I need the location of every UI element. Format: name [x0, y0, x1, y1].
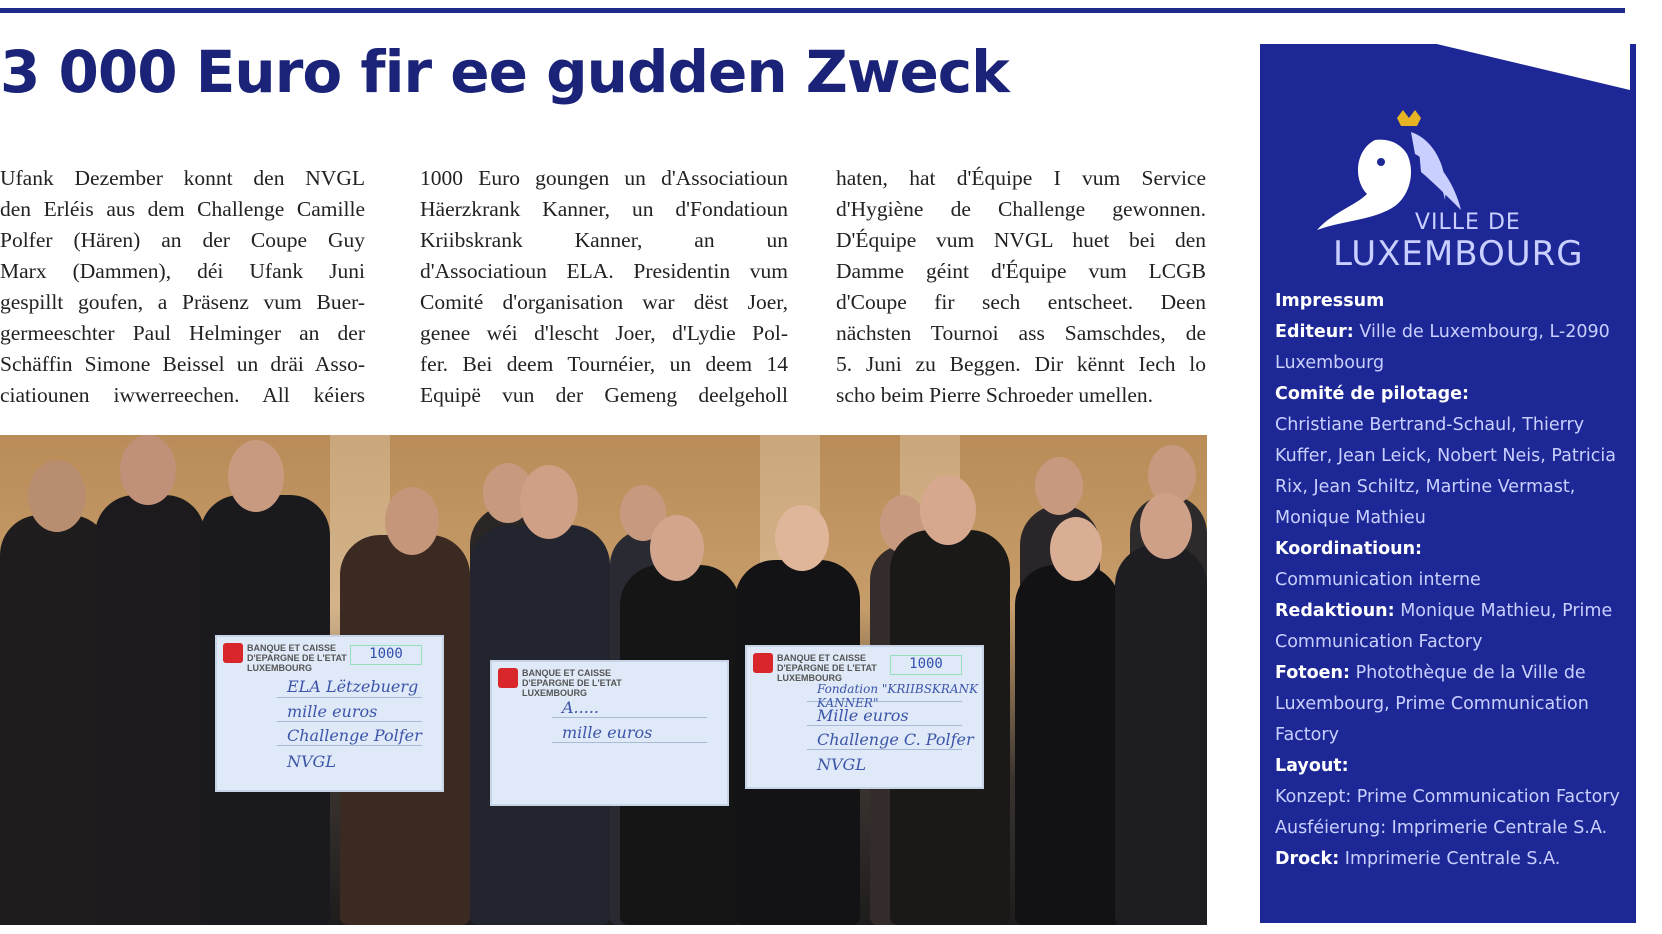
cheque-payee: Fondation "KRIIBSKRANK KANNER"	[817, 682, 979, 710]
cheque-line	[552, 742, 707, 743]
cheque	[490, 660, 729, 806]
ausfeierung-value: Ausféierung: Imprimerie Centrale S.A.	[1275, 818, 1608, 838]
editeur-value: Ville de Luxembourg, L-2090 Luxembourg	[1275, 322, 1610, 373]
cheque-line	[552, 717, 707, 718]
logo-luxembourg: LUXEMBOURG	[1333, 234, 1584, 274]
text-line: Häerzkrank Kanner, un d'Fondatioun	[420, 197, 788, 221]
text-line: ciatiounen iwwerreechen. All kéiers	[0, 383, 365, 407]
redaktioun-value: Monique Mathieu, Prime Communication Factory	[1275, 601, 1613, 652]
cheque-payee: A.....	[562, 698, 599, 717]
cheque-signature: NVGL	[817, 755, 866, 774]
person-head	[228, 440, 284, 512]
person-head	[385, 487, 439, 555]
text-line: 5. Juni zu Beggen. Dir kënnt Iech lo	[836, 352, 1206, 376]
person	[1115, 545, 1207, 925]
fotoen-value: Photothèque de la Ville de Luxembourg, Prime Communication Factory	[1275, 663, 1589, 745]
text-line: d'Coupe fir sech entscheet. Deen	[836, 290, 1206, 314]
cheque-amount: 1000	[890, 655, 962, 675]
person-head	[650, 515, 704, 581]
text-line: Kriibskrank Kanner, an un	[420, 228, 788, 252]
editeur-label: Editeur:	[1275, 322, 1354, 342]
person	[0, 515, 110, 925]
text-line: genee wéi d'lescht Joer, d'Lydie Pol-	[420, 321, 788, 345]
cheque-words: mille euros	[562, 723, 653, 742]
text-line: Ufank Dezember konnt den NVGL	[0, 166, 365, 190]
impressum-title: Impressum	[1275, 291, 1385, 311]
redaktioun-label: Redaktioun:	[1275, 601, 1395, 621]
impressum-block	[1275, 286, 1630, 875]
text-line: scho beim Pierre Schroeder umellen.	[836, 383, 1154, 407]
bank-name: BANQUE ET CAISSE D'EPARGNE DE L'ETAT LUXEMBOURG	[247, 643, 347, 673]
layout-label: Layout:	[1275, 756, 1349, 776]
text-line: den Erléis aus dem Challenge Camille	[0, 197, 365, 221]
person-head	[1050, 517, 1102, 581]
cheque-line	[807, 749, 962, 750]
bank-name: BANQUE ET CAISSE D'EPARGNE DE L'ETAT LUXEMBOURG	[777, 653, 877, 683]
cheque-reason: Challenge Polfer	[287, 726, 422, 745]
bank-logo-icon	[498, 668, 518, 688]
text-line: Damme géint d'Équipe vum LCGB	[836, 259, 1206, 283]
konzept-value: Konzept: Prime Communication Factory	[1275, 787, 1620, 807]
article-column-1	[0, 163, 365, 411]
person-head	[28, 460, 86, 532]
text-line: fer. Bei deem Tournéier, un deem 14	[420, 352, 788, 376]
cheque-words: Mille euros	[817, 706, 909, 725]
text-line: germeeschter Paul Helminger an der	[0, 321, 365, 345]
cheque-signature: NVGL	[287, 752, 336, 771]
text-line: Marx (Dammen), déi Ufank Juni	[0, 259, 365, 283]
text-line: Polfer (Hären) an der Coupe Guy	[0, 228, 365, 252]
bank-logo-icon	[223, 643, 243, 663]
cheque-words: mille euros	[287, 702, 378, 721]
cheque-payee: ELA Lëtzebuerg	[287, 677, 419, 696]
cheque-amount: 1000	[350, 645, 422, 665]
text-line: d'Hygiène de Challenge gewonnen.	[836, 197, 1206, 221]
drock-label: Drock:	[1275, 849, 1340, 869]
group-photo	[0, 435, 1207, 925]
sidebar-notch	[1420, 40, 1630, 90]
text-line: Comité d'organisation war dëst Joer,	[420, 290, 788, 314]
page-edge	[1636, 0, 1662, 934]
text-line: Equipë vun der Gemeng deelgeholl	[420, 383, 788, 407]
person-head	[1035, 457, 1083, 515]
text-line: d'Associatioun ELA. Presidentin vum	[420, 259, 788, 283]
fotoen-label: Fotoen:	[1275, 663, 1350, 683]
koordinatioun-value: Communication interne	[1275, 570, 1481, 590]
koordinatioun-label: Koordinatioun:	[1275, 539, 1423, 559]
cheque-line	[277, 721, 422, 722]
cheque	[745, 645, 984, 789]
top-rule	[0, 8, 1625, 13]
text-line: D'Équipe vum NVGL huet bei den	[836, 228, 1206, 252]
person	[95, 495, 205, 925]
article-column-3	[836, 163, 1206, 411]
logo-ville-de: VILLE DE	[1415, 210, 1521, 235]
cheque-line	[807, 725, 962, 726]
headline: 3 000 Euro fir ee gudden Zweck	[0, 38, 1009, 106]
comite-value: Christiane Bertrand-Schaul, Thierry Kuffer, Jean Leick, Nobert Neis, Patricia Rix, Jean Schiltz, Martine Vermast, Monique Mathieu	[1275, 415, 1616, 528]
text-line: gespillt goufen, a Präsenz vum Buer-	[0, 290, 365, 314]
bank-name: BANQUE ET CAISSE D'EPARGNE DE L'ETAT LUXEMBOURG	[522, 668, 622, 698]
comite-label: Comité de pilotage:	[1275, 384, 1470, 404]
person-head	[920, 475, 976, 545]
bank-logo-icon	[753, 653, 773, 673]
person-head	[775, 505, 829, 571]
text-line: haten, hat d'Équipe I vum Service	[836, 166, 1206, 190]
cheque-line	[277, 697, 422, 698]
text-line: nächsten Tournoi ass Samschdes, de	[836, 321, 1206, 345]
person	[1015, 565, 1120, 925]
person-head	[1140, 493, 1192, 559]
cheque-line	[277, 745, 422, 746]
cheque	[215, 635, 444, 792]
article-column-2	[420, 163, 788, 411]
person-head	[120, 435, 176, 505]
cheque-reason: Challenge C. Polfer	[817, 730, 974, 749]
text-line: Schäffin Simone Beissel un dräi Asso-	[0, 352, 365, 376]
text-line: 1000 Euro goungen un d'Associatioun	[420, 166, 788, 190]
person-head	[520, 465, 578, 539]
drock-value: Imprimerie Centrale S.A.	[1344, 849, 1561, 869]
